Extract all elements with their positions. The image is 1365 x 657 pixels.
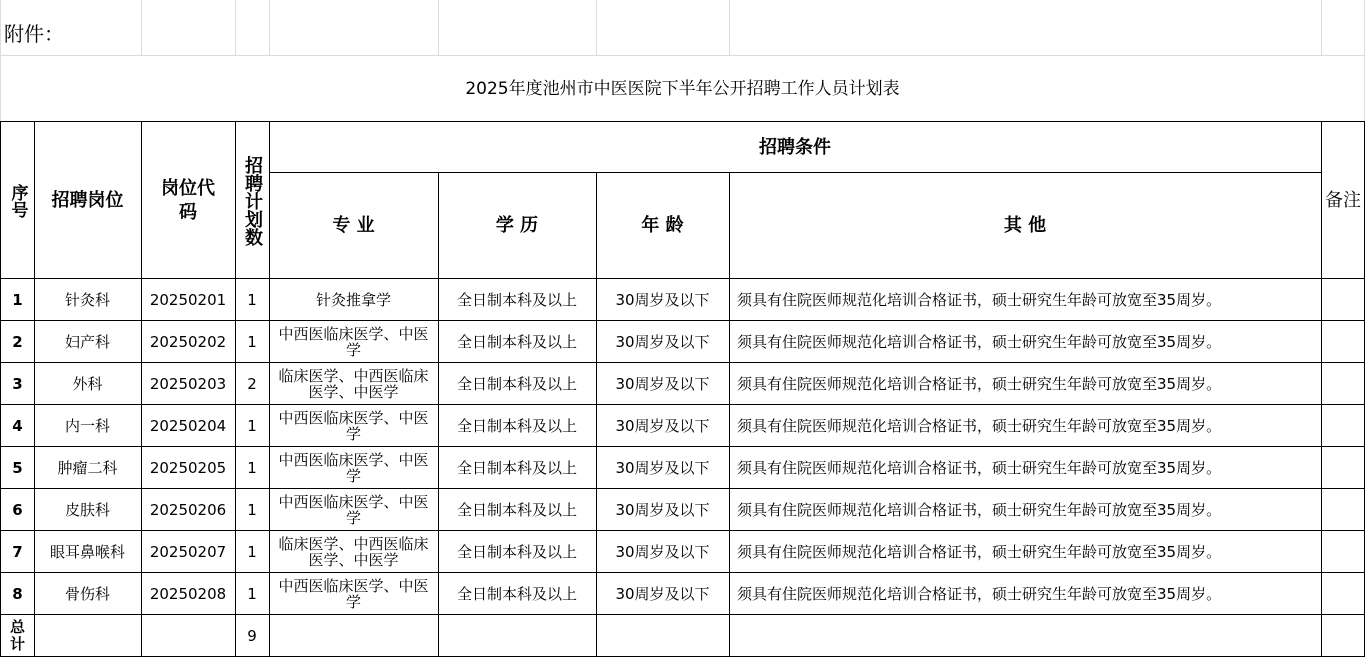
gridline <box>729 0 730 55</box>
total-plan: 9 <box>247 626 257 645</box>
header-other: 其 他 <box>1003 215 1047 236</box>
header-remark: 备注 <box>1325 190 1361 211</box>
cell-seq: 6 <box>12 500 23 519</box>
border-line <box>0 488 1365 489</box>
border-line <box>34 121 35 657</box>
header-code: 岗位代码 <box>161 177 215 223</box>
cell-major: 中西医临床医学、中医学 <box>278 409 429 443</box>
border-line <box>0 121 1 657</box>
cell-age: 30周岁及以下 <box>615 500 710 519</box>
cell-position: 妇产科 <box>64 332 110 351</box>
cell-plan: 1 <box>247 416 257 435</box>
header-plan <box>235 122 269 279</box>
header-education: 学 历 <box>495 215 539 236</box>
header-age: 年 龄 <box>641 215 684 236</box>
cell-age: 30周岁及以下 <box>615 416 710 435</box>
cell-code: 20250205 <box>149 458 227 477</box>
cell-seq: 1 <box>12 290 23 309</box>
cell-other: 须具有住院医师规范化培训合格证书，硕士研究生年龄可放宽至35周岁。 <box>737 290 1222 309</box>
cell-plan: 1 <box>247 458 257 477</box>
cell-age: 30周岁及以下 <box>615 584 710 603</box>
border-line <box>269 121 270 657</box>
cell-age: 30周岁及以下 <box>615 542 710 561</box>
cell-code: 20250203 <box>149 374 227 393</box>
cell-seq: 2 <box>12 332 23 351</box>
border-line <box>0 446 1365 447</box>
border-line <box>0 320 1365 321</box>
border-line <box>0 362 1365 363</box>
border-line <box>0 572 1365 573</box>
cell-education: 全日制本科及以上 <box>456 416 577 435</box>
cell-other: 须具有住院医师规范化培训合格证书，硕士研究生年龄可放宽至35周岁。 <box>737 458 1222 477</box>
cell-major: 临床医学、中西医临床医学、中医学 <box>278 367 429 401</box>
border-line <box>0 121 1365 122</box>
cell-seq: 8 <box>12 584 23 603</box>
cell-other: 须具有住院医师规范化培训合格证书，硕士研究生年龄可放宽至35周岁。 <box>737 500 1222 519</box>
cell-position: 眼耳鼻喉科 <box>49 542 125 561</box>
header-major: 专 业 <box>332 215 375 236</box>
cell-age: 30周岁及以下 <box>615 332 710 351</box>
gridline <box>235 0 236 55</box>
total-label: 总计 <box>9 618 25 653</box>
cell-other: 须具有住院医师规范化培训合格证书，硕士研究生年龄可放宽至35周岁。 <box>737 416 1222 435</box>
header-seq <box>1 122 34 279</box>
cell-major: 中西医临床医学、中医学 <box>278 325 429 359</box>
border-line <box>1321 121 1322 657</box>
gridline <box>141 0 142 55</box>
border-line <box>141 121 142 657</box>
border-line <box>235 121 236 657</box>
border-line <box>269 172 1321 173</box>
cell-other: 须具有住院医师规范化培训合格证书，硕士研究生年龄可放宽至35周岁。 <box>737 374 1222 393</box>
cell-education: 全日制本科及以上 <box>456 584 577 603</box>
cell-position: 针灸科 <box>64 290 110 309</box>
cell-major: 中西医临床医学、中医学 <box>278 577 429 611</box>
cell-plan: 1 <box>247 500 257 519</box>
gridline <box>1321 0 1322 55</box>
cell-education: 全日制本科及以上 <box>456 374 577 393</box>
cell-major: 中西医临床医学、中医学 <box>278 493 429 527</box>
cell-code: 20250206 <box>149 500 227 519</box>
cell-position: 内一科 <box>64 416 110 435</box>
border-line <box>0 614 1365 615</box>
cell-education: 全日制本科及以上 <box>456 542 577 561</box>
cell-plan: 1 <box>247 542 257 561</box>
header-conditions: 招聘条件 <box>759 136 831 158</box>
gridline <box>269 0 270 55</box>
cell-age: 30周岁及以下 <box>615 374 710 393</box>
header-seq-label: 序号 <box>7 183 28 218</box>
cell-position: 肿瘤二科 <box>57 458 118 477</box>
border-line <box>0 404 1365 405</box>
cell-position: 外科 <box>72 374 103 393</box>
cell-age: 30周岁及以下 <box>615 290 710 309</box>
cell-education: 全日制本科及以上 <box>456 500 577 519</box>
cell-age: 30周岁及以下 <box>615 458 710 477</box>
header-plan-label: 招聘计划数 <box>242 155 263 246</box>
cell-code: 20250208 <box>149 584 227 603</box>
cell-major: 针灸推拿学 <box>315 291 391 309</box>
cell-seq: 3 <box>12 374 23 393</box>
gridline <box>596 0 597 55</box>
border-line <box>0 278 1365 279</box>
cell-other: 须具有住院医师规范化培训合格证书，硕士研究生年龄可放宽至35周岁。 <box>737 584 1222 603</box>
cell-other: 须具有住院医师规范化培训合格证书，硕士研究生年龄可放宽至35周岁。 <box>737 332 1222 351</box>
cell-position: 骨伤科 <box>64 584 110 603</box>
cell-position: 皮肤科 <box>64 500 110 519</box>
cell-seq: 7 <box>12 542 23 561</box>
border-line <box>729 172 730 657</box>
page-title: 2025年度池州市中医医院下半年公开招聘工作人员计划表 <box>465 78 900 99</box>
cell-plan: 2 <box>247 374 257 393</box>
cell-code: 20250204 <box>149 416 227 435</box>
cell-other: 须具有住院医师规范化培训合格证书，硕士研究生年龄可放宽至35周岁。 <box>737 542 1222 561</box>
border-line <box>438 172 439 657</box>
gridline <box>438 0 439 55</box>
attachment-label: 附件： <box>4 21 64 46</box>
cell-code: 20250207 <box>149 542 227 561</box>
cell-major: 中西医临床医学、中医学 <box>278 451 429 485</box>
cell-education: 全日制本科及以上 <box>456 458 577 477</box>
cell-code: 20250201 <box>149 290 227 309</box>
cell-plan: 1 <box>247 584 257 603</box>
cell-code: 20250202 <box>149 332 227 351</box>
cell-education: 全日制本科及以上 <box>456 332 577 351</box>
border-line <box>596 172 597 657</box>
cell-plan: 1 <box>247 332 257 351</box>
cell-education: 全日制本科及以上 <box>456 290 577 309</box>
header-position: 招聘岗位 <box>51 190 124 211</box>
cell-major: 临床医学、中西医临床医学、中医学 <box>278 535 429 569</box>
cell-seq: 4 <box>12 416 23 435</box>
cell-seq: 5 <box>12 458 23 477</box>
cell-plan: 1 <box>247 290 257 309</box>
border-line <box>0 530 1365 531</box>
